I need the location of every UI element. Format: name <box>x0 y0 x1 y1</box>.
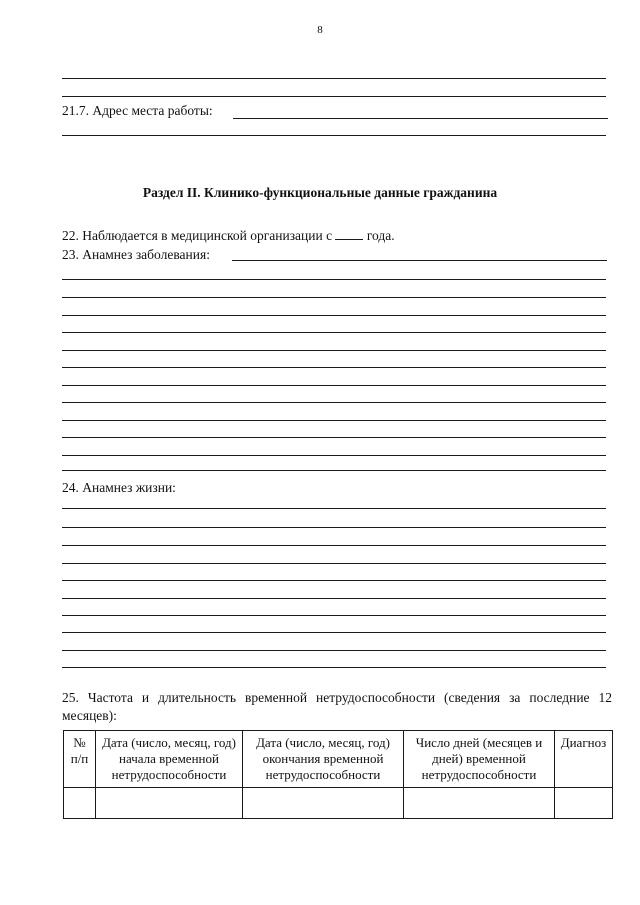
blank-line <box>62 470 606 471</box>
blank-line <box>62 545 606 546</box>
column-header-end-date: Дата (число, месяц, год) окончания временной нетрудоспособности <box>243 731 404 788</box>
column-header-days-count: Число дней (месяцев и дней) временной нетрудоспособности <box>404 731 555 788</box>
observation-label: 22. Наблюдается в медицинской организации с <box>62 228 333 243</box>
table-cell-end-date[interactable] <box>243 788 404 819</box>
blank-line <box>62 420 606 421</box>
blank-line <box>62 385 606 386</box>
blank-line <box>62 598 606 599</box>
table-row <box>64 788 613 819</box>
blank-line <box>62 78 606 79</box>
table-cell-start-date[interactable] <box>96 788 243 819</box>
field-label-disease-history: 23. Анамнез заболевания: <box>62 247 210 262</box>
blank-line <box>62 615 606 616</box>
blank-line <box>62 455 606 456</box>
table-cell-number[interactable] <box>64 788 96 819</box>
observation-start-field <box>62 227 395 244</box>
blank-line <box>62 632 606 633</box>
table-header-row <box>64 731 613 788</box>
blank-line <box>62 367 606 368</box>
temporary-disability-table <box>63 730 613 819</box>
blank-line <box>62 580 606 581</box>
page-number: 8 <box>317 24 323 36</box>
blank-line <box>62 297 606 298</box>
field-label-life-history: 24. Анамнез жизни: <box>62 480 176 495</box>
blank-line <box>62 563 606 564</box>
blank-line <box>62 527 606 528</box>
disease-history-line <box>232 260 607 261</box>
section-title: Раздел II. Клинико-функциональные данные гражданина <box>142 185 498 200</box>
blank-line <box>62 315 606 316</box>
column-header-number: № п/п <box>64 731 96 788</box>
table-cell-diagnosis[interactable] <box>555 788 613 819</box>
work-address-line <box>233 118 608 119</box>
blank-line <box>62 96 606 97</box>
blank-line <box>62 667 606 668</box>
blank-line <box>62 350 606 351</box>
column-header-diagnosis: Диагноз <box>555 731 613 788</box>
column-header-start-date: Дата (число, месяц, год) начала временной нетрудоспособности <box>96 731 243 788</box>
disability-frequency-paragraph: 25. Частота и длительность временной нетрудоспособности (сведения за последние 12 месяцев): <box>62 690 612 723</box>
blank-line <box>62 650 606 651</box>
blank-line <box>62 402 606 403</box>
blank-line <box>62 508 606 509</box>
blank-line <box>62 279 606 280</box>
field-label-work-address: 21.7. Адрес места работы: <box>62 103 213 118</box>
observation-suffix: года. <box>366 228 395 243</box>
blank-line <box>62 332 606 333</box>
table-cell-days-count[interactable] <box>404 788 555 819</box>
blank-line <box>62 135 606 136</box>
blank-line <box>62 437 606 438</box>
year-blank <box>335 227 363 240</box>
